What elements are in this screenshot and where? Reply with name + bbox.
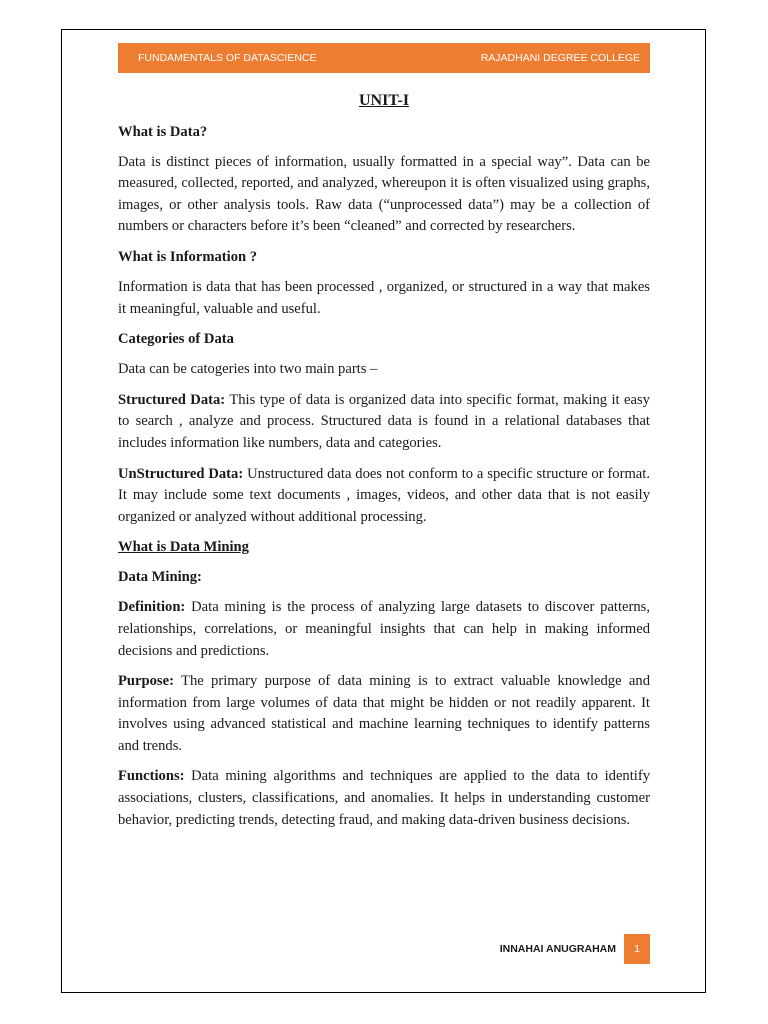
header-course-title: FUNDAMENTALS OF DATASCIENCE	[138, 52, 317, 64]
heading-what-is-data: What is Data?	[118, 123, 208, 140]
paragraph-unstructured-data	[118, 464, 650, 529]
text-unstructured-data: Unstructured data does not conform to a specific structure or format. It may include some text documents , images, videos, and other data that is not easily organized or analyzed without additional processing.	[118, 465, 650, 525]
term-functions: Functions:	[118, 768, 185, 785]
term-unstructured-data: UnStructured Data:	[118, 465, 244, 482]
text-structured-data: This type of data is organized data into specific format, making it easy to search , analyze and process. Structured data is found in a relational databases that includes information like numbers, data and categories.	[118, 391, 650, 451]
page-footer	[500, 934, 650, 964]
paragraph-definition	[118, 597, 650, 662]
document-body	[118, 90, 650, 840]
heading-what-is-data-mining: What is Data Mining	[118, 539, 249, 556]
footer-author: INNAHAI ANUGRAHAM	[499, 943, 616, 955]
paragraph-functions	[118, 766, 650, 831]
paragraph-what-is-data: Data is distinct pieces of information, usually formatted in a special way”. Data can be measured, collected, reported, and analyzed, whereupon it is often visualized using graphs, images, or other analysis tools. Raw data (“unprocessed data”) may be a collection of numbers or characters before it’s been “cleaned” and corrected by researchers.	[118, 153, 650, 235]
heading-data-mining: Data Mining:	[118, 569, 202, 586]
page-number: 1	[624, 934, 650, 964]
paragraph-categories-intro: Data can be catogeries into two main parts –	[118, 361, 378, 378]
text-purpose: The primary purpose of data mining is to extract valuable knowledge and information from large volumes of data that might be hidden or not readily apparent. It involves using advanced statistical and machine learning techniques to identify patterns and trends.	[118, 673, 650, 754]
text-functions: Data mining algorithms and techniques are applied to the data to identify associations, clusters, classifications, and anomalies. It helps in understanding customer behavior, predicting trends, detecting fraud, and making data-driven business decisions.	[118, 768, 650, 828]
page-header	[118, 43, 650, 73]
paragraph-purpose	[118, 671, 650, 757]
term-structured-data: Structured Data:	[118, 391, 226, 408]
unit-title: UNIT-I	[358, 92, 410, 109]
text-definition: Data mining is the process of analyzing large datasets to discover patterns, relationships, correlations, or meaningful insights that can help in making informed decisions and predictions.	[118, 599, 650, 659]
term-definition: Definition:	[118, 599, 186, 616]
paragraph-what-is-information: Information is data that has been processed , organized, or structured in a way that makes it meaningful, valuable and useful.	[118, 278, 650, 317]
paragraph-structured-data	[118, 390, 650, 455]
heading-what-is-information: What is Information ?	[118, 248, 258, 265]
term-purpose: Purpose:	[118, 673, 174, 690]
heading-categories-of-data: Categories of Data	[118, 331, 234, 348]
header-college-name: RAJADHANI DEGREE COLLEGE	[480, 52, 640, 64]
